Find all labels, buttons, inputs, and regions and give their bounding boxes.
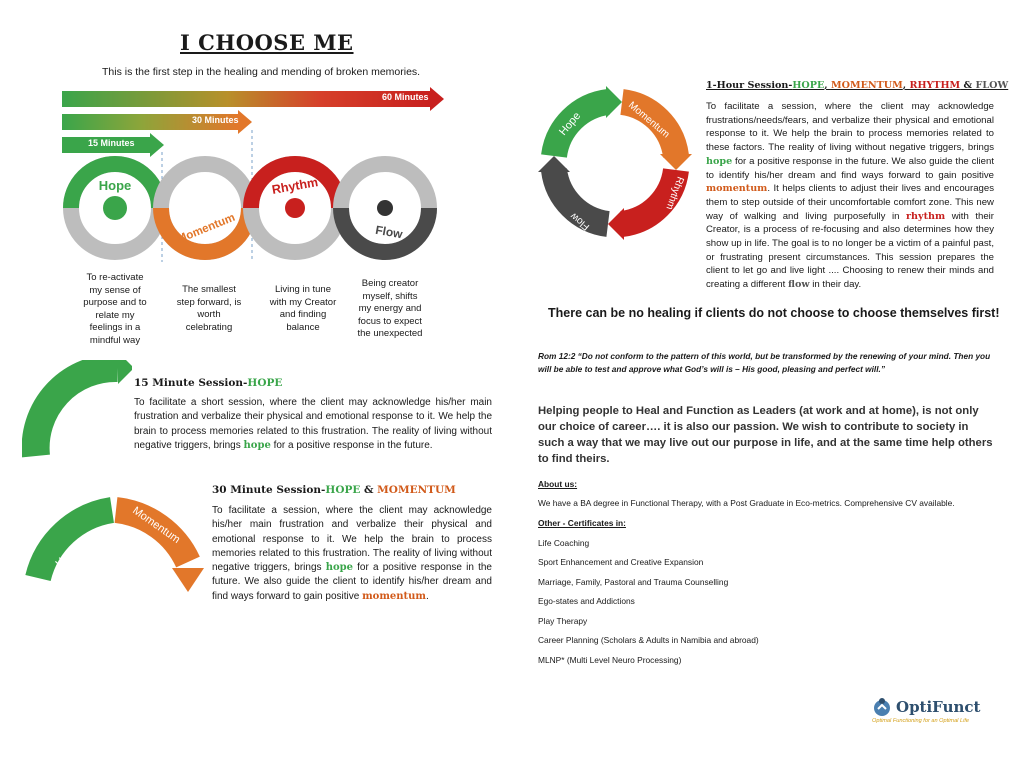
flow-caption: Being creator myself, shifts my energy and focus to expect the unexpected <box>357 278 423 339</box>
arrow-60-label: 60 Minutes <box>382 92 429 102</box>
flow-circle <box>341 164 429 252</box>
logo-name: OptiFunct <box>896 698 981 716</box>
hope-arc-graphic <box>22 360 132 465</box>
phase-circles <box>55 150 455 270</box>
certificate-item: Career Planning (Scholars & Adults in Namibia and abroad) <box>538 635 759 645</box>
headline: There can be no healing if clients do not choose to choose themselves first! <box>548 306 1000 320</box>
hope-arc-label: Hope <box>50 402 79 434</box>
momentum-circle <box>161 164 249 252</box>
mission-statement: Helping people to Heal and Function as Leaders (at work and at home), is not only our choice of career…. it is also our passion. We wish to contribute to society in such a way that we may live out our purpose in life, and at the same time help others to find theirs. <box>538 405 993 465</box>
page-subtitle: This is the first step in the healing and mending of broken memories. <box>102 66 421 78</box>
person-globe-icon <box>872 697 892 717</box>
flow-circle-label: Flow <box>374 222 404 242</box>
session-60-text: To facilitate a session, where the client may acknowledge frustrations/needs/fears, and verbalize their physical and emotional response to it. We help the brain to process memories related to these factors. The reality of living without negative triggers, brings hope for a positive response in the future. We also guide the client to identify his/her dream and find ways forward to gain positive momentum. It helps clients to adjust their lives and encourages them to step outside of their uncomfortable comfort zone. This new way of walking and living purposefully in rhythm with their Creator, is a process of re-focusing and also determines how they show up in life. The goal is to no longer be a victim of a painful past, or frustrating present circumstances. This session prepares the client to let go and live light .... Choosing to renew their minds and creating a different flow in their day. <box>706 101 995 291</box>
certificate-item: Life Coaching <box>538 538 590 548</box>
rhythm-caption: Living in tune with my Creator and finding balance <box>269 284 337 333</box>
certificates-heading: Other - Certificates in: <box>538 518 626 528</box>
session-30-text: To facilitate a session, where the client may acknowledge his/her main frustration and verbalize their physical and emotional response to it. We help the brain to process memories related to this frustration. The reality of living without negative triggers, brings hope for a positive response in the future. We also guide the client to identify his/her dream and find ways forward to gain positive momentum. <box>212 505 492 602</box>
session-15-text: To facilitate a short session, where the client may acknowledge his/her main frustration and verbalize their physical and emotional response to it. We help the brain to process memories related to this frustration. The reality of living without negative triggers, brings hope for a positive response in the future. <box>134 397 492 451</box>
hope-caption: To re-activate my sense of purpose and to relate my feelings in a mindful way <box>83 272 147 346</box>
cycle-rhythm-label: Rhythm <box>663 174 686 212</box>
hope-circle-label: Hope <box>98 178 132 193</box>
session-30-title: 30 Minute Session-HOPE & MOMENTUM <box>212 484 456 496</box>
arrow-15-label: 15 Minutes <box>88 138 135 148</box>
bible-quote: Rom 12:2 “Do not conform to the pattern of this world, but be transformed by the renewing of your mind. Then you will be able to test and approve what God’s will is – His good, pleasing and perfect will.” <box>538 351 991 374</box>
certificate-item: Play Therapy <box>538 616 588 626</box>
arc-momentum-label: Momentum <box>130 504 183 547</box>
session-60-title: 1-Hour Session-HOPE, MOMENTUM, RHYTHM & FLOW <box>706 80 1009 91</box>
logo-tagline: Optimal Functioning for an Optimal Life <box>872 718 970 724</box>
certificate-item: Sport Enhancement and Creative Expansion <box>538 557 704 567</box>
hope-momentum-arc-graphic <box>20 490 210 600</box>
momentum-circle-label: Momentum <box>175 211 237 246</box>
rhythm-circle <box>251 164 339 252</box>
cycle-momentum-label: Momentum <box>626 99 672 141</box>
session-15-title: 15 Minute Session-HOPE <box>134 377 283 389</box>
hope-circle <box>71 164 159 252</box>
certificate-item: MLNP* (Multi Level Neuro Processing) <box>538 655 682 665</box>
optifunct-logo <box>872 697 980 724</box>
arrow-30-label: 30 Minutes <box>192 115 239 125</box>
about-heading: About us: <box>538 479 578 489</box>
about-text: We have a BA degree in Functional Therapy, with a Post Graduate in Eco-metrics. Comprehensive CV available. <box>538 498 955 508</box>
page-title: I CHOOSE ME <box>180 30 354 55</box>
rhythm-circle-label: Rhythm <box>270 175 320 197</box>
momentum-caption: The smallest step forward, is worth celebrating <box>176 284 242 333</box>
arc-hope-label: Hope <box>53 542 82 571</box>
cycle-hope-label: Hope <box>557 110 584 138</box>
certificate-item: Ego-states and Addictions <box>538 596 635 606</box>
certificate-item: Marriage, Family, Pastoral and Trauma Counselling <box>538 577 729 587</box>
cycle-flow-label: Flow <box>568 210 592 233</box>
